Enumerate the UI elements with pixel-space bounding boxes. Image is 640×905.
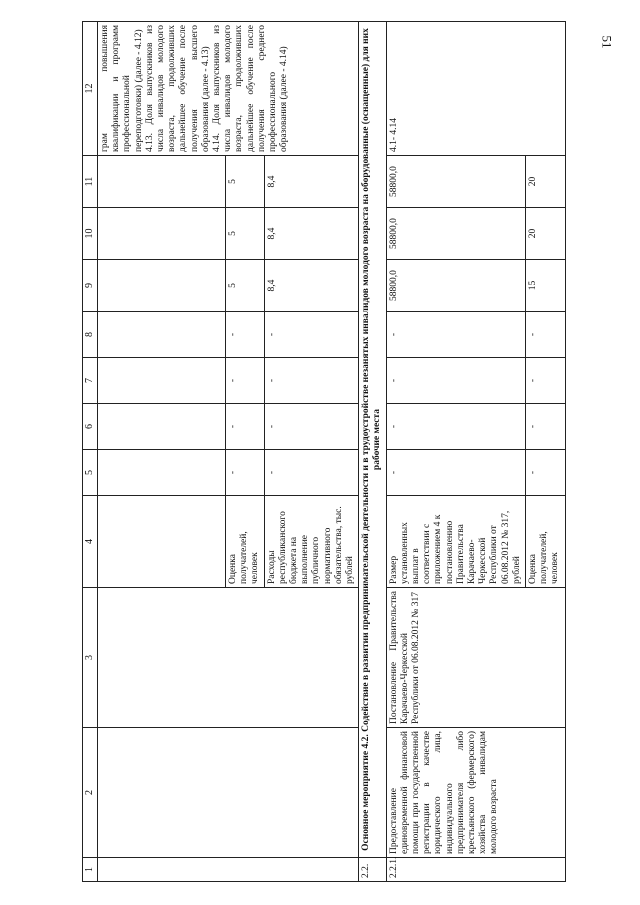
col-header: 4 — [83, 496, 98, 588]
indicator-cell: Оценка получателей, человек — [226, 496, 265, 588]
indicator-refs: 4.1- 4.14 — [386, 22, 565, 156]
col-header: 8 — [83, 312, 98, 358]
table-row: Оценка получателей, человек - - - - 15 20 20 — [526, 22, 566, 882]
col-header: 9 — [83, 260, 98, 312]
col-header: 10 — [83, 208, 98, 260]
col-header: 7 — [83, 358, 98, 404]
page-number: 51 — [599, 35, 615, 49]
table-row — [98, 22, 226, 882]
program-table — [82, 21, 566, 882]
section-number: 2.2. — [359, 858, 386, 882]
col-header: 1 — [83, 858, 98, 882]
column-number-row — [83, 22, 98, 882]
section-title: Основное мероприятие 4.2. Содействие в развитии предпринимательской деятельности и в трудоустройстве незанятых инвалидов молодого возраста на оборудованные (оснащенные) для них рабочие места — [359, 22, 386, 858]
col-header: 2 — [83, 728, 98, 858]
rotated-table-container — [82, 22, 622, 882]
table-row: Оценка получателей, человек - - - - 5 5 5 — [226, 22, 265, 882]
col-header: 5 — [83, 450, 98, 496]
col-header: 6 — [83, 404, 98, 450]
indicator-cell: Размер установленных выплат в соответствии с приложением 4 к постановлению Правительства Карачаево-Черкесской Республики от 06.08.2012 № 317, рублей — [386, 496, 525, 588]
table-row: Расходы республиканского бюджета на выполнение публичного нормативного обязательства, тыс. рублей - - - - 8,4 8,4 8,4 — [264, 22, 359, 882]
indicators-cell: грам повышения квалификации и программ профессиональной переподготовки) (далее - 4.12) 4.13. Доля выпускников из числа инвалидов молодого возраста, продолживших дальнейшее обучение после получения высшего образования (далее - 4.13) 4.14. Доля выпускников из числа инвалидов молодого возраста, продолживших дальнейшее обучение после получения среднего профессионального образования (далее - 4.14) — [98, 22, 359, 156]
col-header: 3 — [83, 588, 98, 728]
item-name: Предоставление единовременной финансовой помощи при государственной регистрации в качестве юридического лица, индивидуального предпринимателя либо крестьянского (фермерского) хозяйства инвалидам молодого возраста — [386, 728, 565, 858]
item-number: 2.2.1. — [386, 858, 565, 882]
col-header: 12 — [83, 22, 98, 156]
item-basis: Постановление Правительства Карачаево-Черкесской Республики от 06.08.2012 № 317 — [386, 588, 565, 728]
col-header: 11 — [83, 156, 98, 208]
indicator-cell: Оценка получателей, человек — [526, 496, 566, 588]
indicator-cell: Расходы республиканского бюджета на выполнение публичного нормативного обязательства, тыс. рублей — [264, 496, 359, 588]
section-row — [359, 22, 386, 882]
table-row: 2.2.1. Предоставление единовременной финансовой помощи при государственной регистрации в качестве юридического лица, индивидуального предпринимателя либо крестьянского (фермерского) хозяйства инвалидам молодого возраста Постановление Правительства Карачаево-Черкесской Республики от 06.08.2012 № 317 Размер установленных выплат в соответствии с приложением 4 к постановлению Правительства Карачаево-Черкесской Республики от 06.08.2012 № 317, рублей - - - - 58800,0 58800,0 58800,0 4.1- 4.14 — [386, 22, 525, 882]
